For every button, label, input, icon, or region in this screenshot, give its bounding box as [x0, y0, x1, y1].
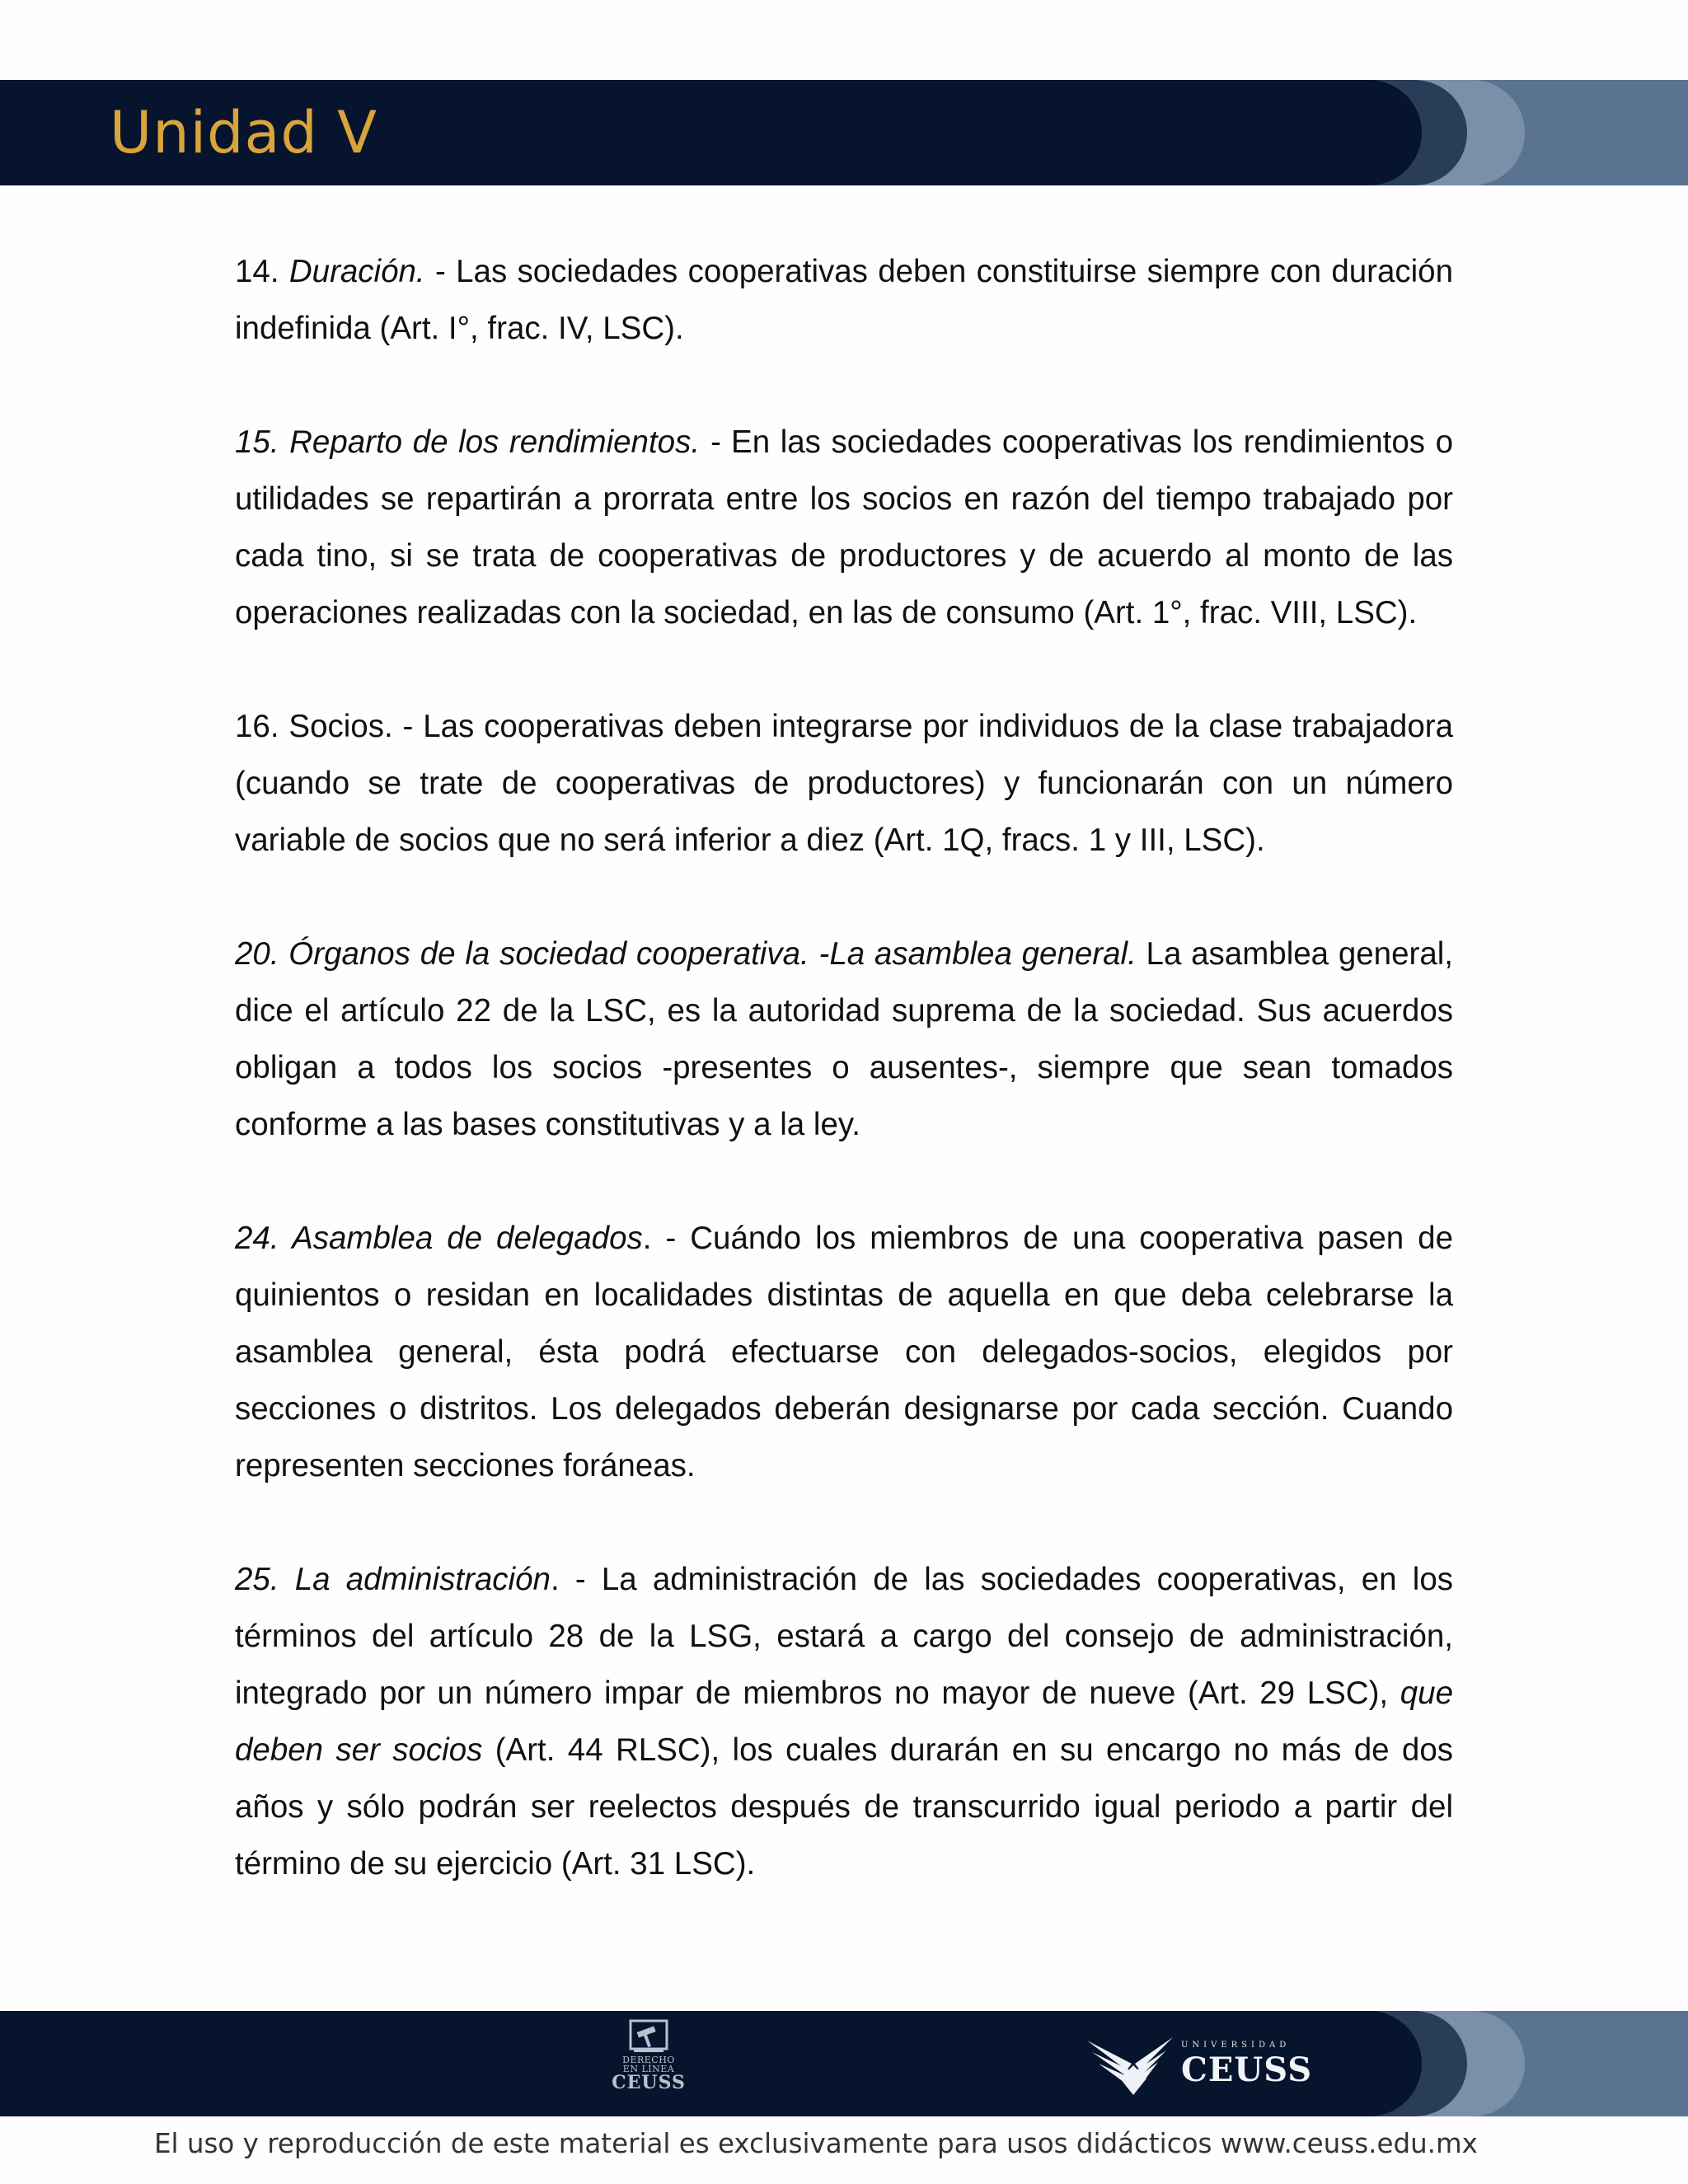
copyright-notice: El uso y reproducción de este material es exclusivamente para usos didácticos www.ceuss.edu.mx	[154, 2128, 1478, 2159]
logo-left-line3: CEUSS	[612, 2072, 686, 2093]
logo-left-line1: DERECHO	[622, 2055, 675, 2065]
document-body	[235, 243, 1453, 1892]
paragraph-20	[235, 926, 1453, 1153]
paragraph-text-run: (Art. 44 RLSC), los cuales durarán en su encargo no más de dos años y sólo podrán ser reelectos después de transcurrido igual periodo a partir del término de su ejercicio (Art. 31 LSC).	[235, 1732, 1453, 1882]
gavel-book-icon	[626, 2018, 672, 2055]
paragraph-15	[235, 414, 1453, 641]
ceuss-university-logo	[1084, 2032, 1315, 2098]
header-band	[0, 80, 1688, 185]
derecho-en-linea-logo	[608, 2018, 689, 2110]
logo-right-name: CEUSS	[1181, 2050, 1313, 2089]
paragraph-italic-run: que deben ser socios	[235, 1675, 1453, 1768]
paragraph-italic-run: 25. La administración	[235, 1562, 551, 1597]
paragraph-text-run: La asamblea general, dice el artículo 22 de la LSC, es la autoridad suprema de la sociedad. Sus acuerdos obligan a todos los socios -presentes o ausentes-, siempre que sean tomados conforme a las bases constitutivas y a la ley.	[235, 936, 1453, 1142]
eagle-emblem-icon	[1084, 2032, 1176, 2098]
footer-band	[0, 2011, 1688, 2116]
paragraph-text-run: . - Cuándo los miembros de una cooperativa pasen de quinientos o residan en localidades distintas de aquella en que deba celebrarse la asamblea general, ésta podrá efectuarse con delegados-socios, elegidos por secciones o distritos. Los delegados deberán designarse por cada sección. Cuando representen secciones foráneas.	[235, 1221, 1453, 1483]
paragraph-italic-run: 24. Asamblea de delegados	[235, 1221, 643, 1256]
paragraph-italic-run: 15. Reparto de los rendimientos. -	[235, 424, 721, 460]
paragraph-italic-run: Duración.	[288, 254, 425, 289]
paragraph-text-run: 14.	[235, 254, 289, 289]
paragraph-text-run: En las sociedades cooperativas los rendimientos o utilidades se repartirán a prorrata entre los socios en razón del tiempo trabajado por cada tino, si se trata de cooperativas de productores y de acuerdo al monto de las operaciones realizadas con la sociedad, en las de consumo (Art. 1°, frac. VIII, LSC).	[235, 424, 1454, 630]
paragraph-text-run: . - La administración de las sociedades cooperativas, en los términos del artículo 28 de la LSG, estará a cargo del consejo de administración, integrado por un número impar de miembros no mayor de nueve (Art. 29 LSC),	[235, 1562, 1453, 1711]
logo-right-small-text: UNIVERSIDAD	[1181, 2041, 1291, 2050]
logo-left-line2: EN LÍNEA	[622, 2064, 675, 2074]
page-title: Unidad V	[110, 99, 377, 166]
paragraph-25	[235, 1551, 1453, 1892]
paragraph-text-run: - Las sociedades cooperativas deben constituirse siempre con duración indefinida (Art. I°, frac. IV, LSC).	[235, 254, 1454, 346]
paragraph-text-run: 16. Socios. - Las cooperativas deben integrarse por individuos de la clase trabajadora (cuando se trate de cooperativas de productores) y funcionarán con un número variable de socios que no será inferior a diez (Art. 1Q, fracs. 1 y III, LSC).	[235, 709, 1453, 858]
paragraph-24	[235, 1210, 1453, 1494]
paragraph-italic-run: 20. Órganos de la sociedad cooperativa. -La asamblea general.	[235, 936, 1137, 972]
paragraph-14	[235, 243, 1453, 357]
paragraph-16	[235, 698, 1453, 869]
